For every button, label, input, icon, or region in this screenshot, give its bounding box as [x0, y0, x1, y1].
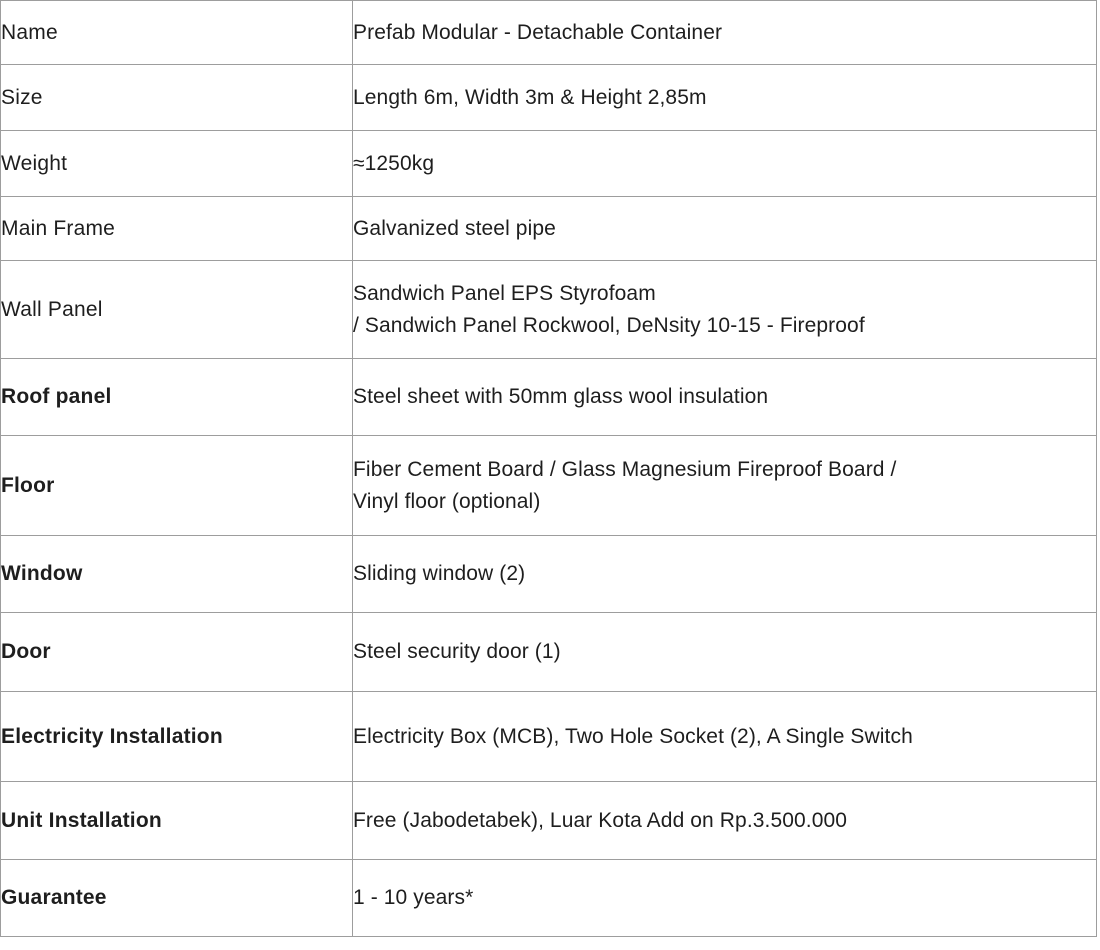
table-row — [1, 65, 1097, 131]
spec-value-line: Steel security door (1) — [353, 640, 561, 663]
spec-value-line: Prefab Modular - Detachable Container — [353, 20, 723, 44]
spec-table-body — [1, 1, 1097, 937]
table-row — [1, 197, 1097, 261]
spec-value-cell — [353, 261, 1097, 359]
spec-value-cell — [353, 536, 1097, 613]
spec-value-line: Sliding window (2) — [353, 562, 526, 585]
table-row — [1, 860, 1097, 937]
spec-label-cell: Unit Installation — [1, 782, 353, 860]
spec-value-line: Free (Jabodetabek), Luar Kota Add on Rp.3.500.000 — [353, 808, 848, 832]
spec-label-cell: Wall Panel — [1, 261, 353, 359]
table-row — [1, 536, 1097, 613]
spec-label-cell: Main Frame — [1, 197, 353, 261]
spec-label-cell: Door — [1, 613, 353, 692]
table-row — [1, 359, 1097, 436]
table-row — [1, 613, 1097, 692]
spec-value-line: ≈1250kg — [353, 151, 435, 175]
spec-value-cell — [353, 613, 1097, 692]
spec-value-cell — [353, 65, 1097, 131]
spec-label-cell: Roof panel — [1, 359, 353, 436]
spec-value-line: Length 6m, Width 3m & Height 2,85m — [353, 85, 707, 109]
spec-value-line: / Sandwich Panel Rockwool, DeNsity 10-15 - Fireproof — [353, 313, 865, 337]
spec-value-line: Steel sheet with 50mm glass wool insulation — [353, 385, 769, 408]
spec-label-cell: Window — [1, 536, 353, 613]
spec-value-cell — [353, 131, 1097, 197]
table-row — [1, 131, 1097, 197]
table-row — [1, 782, 1097, 860]
spec-label-cell: Size — [1, 65, 353, 131]
spec-label-cell: Guarantee — [1, 860, 353, 937]
spec-label-cell: Electricity Installation — [1, 692, 353, 782]
spec-label-cell: Floor — [1, 436, 353, 536]
spec-value-line: Galvanized steel pipe — [353, 216, 556, 240]
table-row — [1, 436, 1097, 536]
spec-value-line: Fiber Cement Board / Glass Magnesium Fireproof Board / — [353, 457, 897, 481]
spec-value-cell — [353, 197, 1097, 261]
spec-value-line: Electricity Box (MCB), Two Hole Socket (2), A Single Switch — [353, 724, 913, 748]
spec-label-cell: Weight — [1, 131, 353, 197]
spec-value-line: Sandwich Panel EPS Styrofoam — [353, 281, 656, 305]
spec-value-line: 1 - 10 years* — [353, 886, 474, 909]
table-row — [1, 261, 1097, 359]
spec-value-line: Vinyl floor (optional) — [353, 489, 541, 513]
spec-value-cell — [353, 860, 1097, 937]
table-row — [1, 692, 1097, 782]
table-row — [1, 1, 1097, 65]
spec-value-cell — [353, 782, 1097, 860]
spec-value-cell — [353, 436, 1097, 536]
spec-value-cell — [353, 359, 1097, 436]
spec-label-cell: Name — [1, 1, 353, 65]
spec-value-cell — [353, 1, 1097, 65]
spec-value-cell — [353, 692, 1097, 782]
